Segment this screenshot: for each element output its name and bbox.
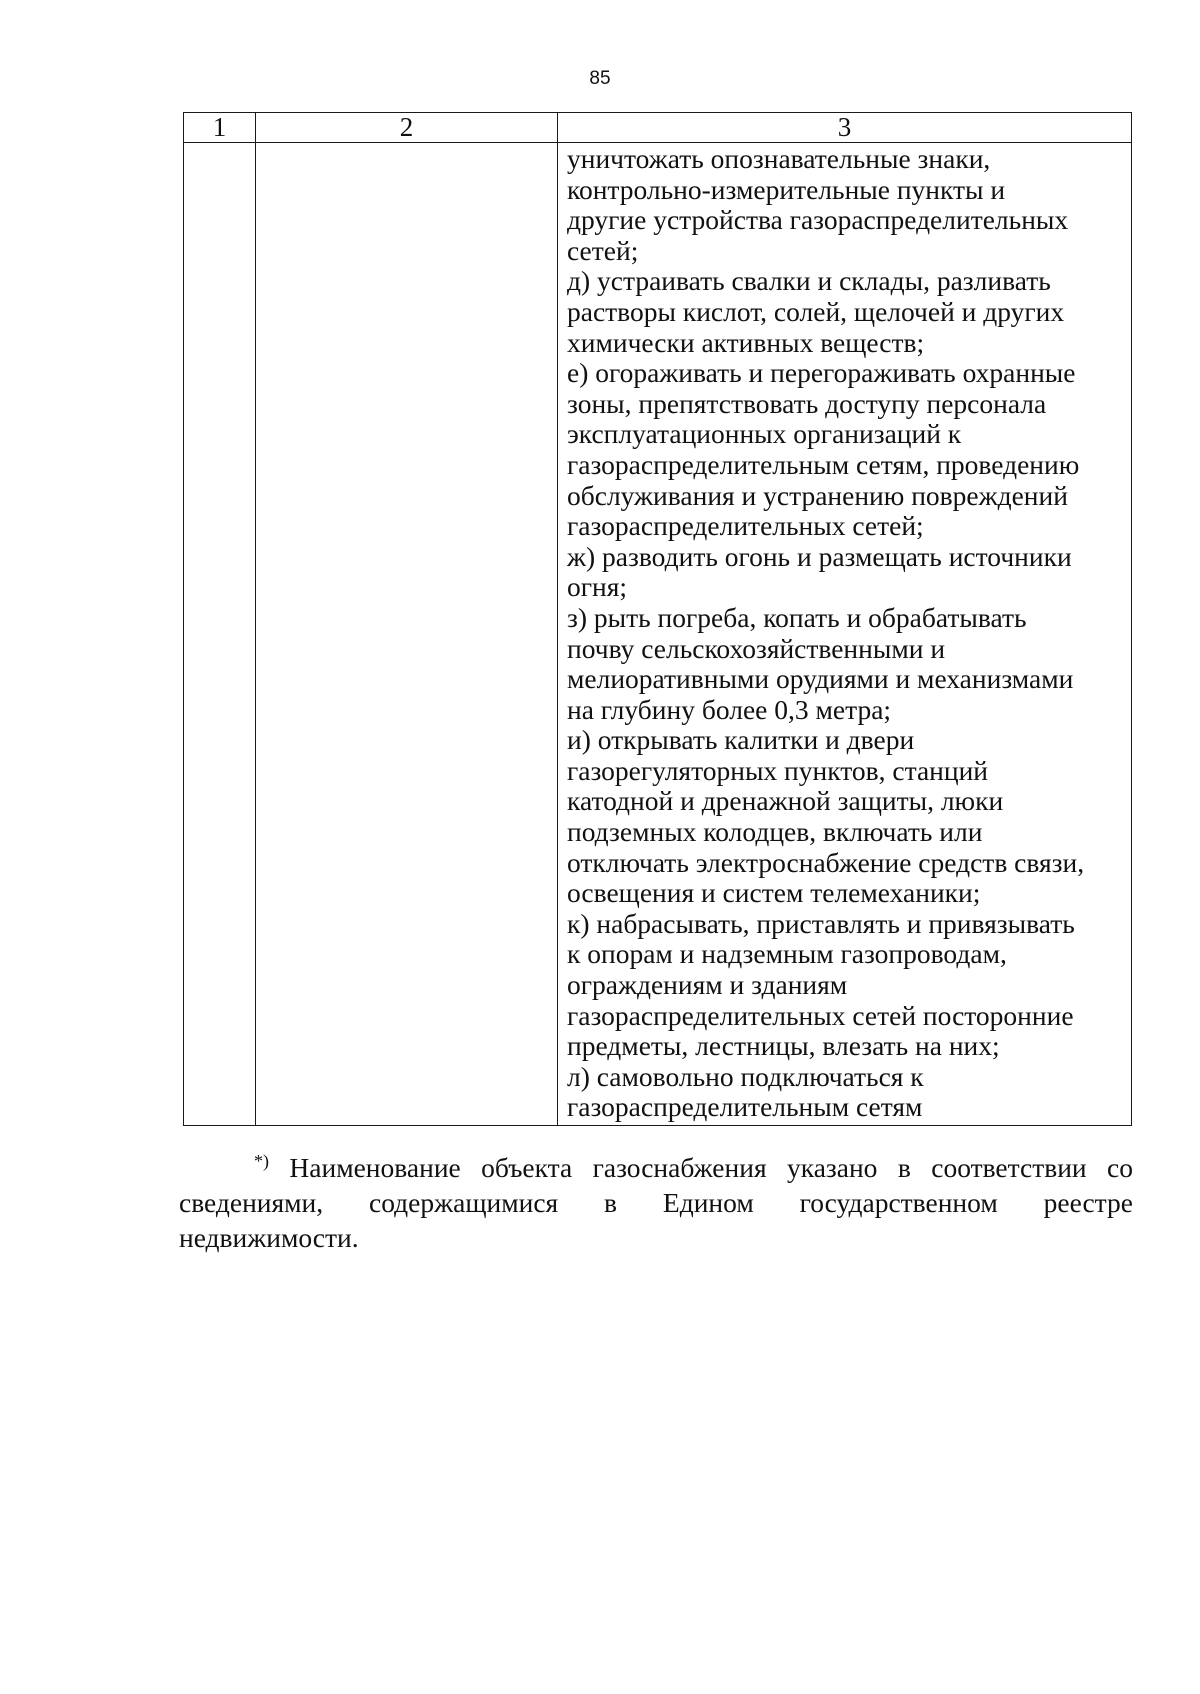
text-line: отключать электроснабжение средств связи, [567,846,1085,878]
text-line: з) рыть погреба, копать и обрабатывать [567,601,1027,633]
text-line: освещения и систем телемеханики; [567,877,981,909]
text-line: обслуживания и устранению повреждений [567,479,1068,511]
footnote-line-3: недвижимости. [179,1222,359,1253]
footnote-text-1: Наименование объекта газоснабжения указано в соответствии со [289,1152,1133,1183]
text-line: ограждениям и зданиям [567,969,848,1001]
footnote-line-2: сведениями, содержащимися в Едином государственном реестре [179,1187,1133,1218]
text-line: контрольно-измерительные пункты и [567,173,1006,205]
text-line: почву сельскохозяйственными и [567,632,946,664]
text-line: другие устройства газораспределительных [567,204,1069,236]
text-line: газораспределительных сетей; [567,510,924,542]
page-number: 85 [589,68,611,89]
text-line: зоны, препятствовать доступу персонала [567,387,1047,419]
restrictions-text [567,144,1125,1123]
text-line: и) открывать калитки и двери [567,724,915,756]
text-line: предметы, лестницы, влезать на них; [567,1030,1000,1062]
table-row [184,143,1132,1126]
text-line: катодной и дренажной защиты, люки [567,785,1004,817]
restrictions-table [183,112,1132,1126]
cell-col3 [558,143,1132,1126]
text-line: сетей; [567,234,639,266]
text-line: мелиоративными орудиями и механизмами [567,663,1074,695]
text-line: газорегуляторных пунктов, станций [567,754,989,786]
footnote [179,1150,1133,1255]
text-line: л) самовольно подключаться к [567,1060,924,1092]
cell-col1 [184,143,256,1126]
text-line: газораспределительным сетям, проведению [567,448,1080,480]
text-line: д) устраивать свалки и склады, разливать [567,265,1051,297]
footnote-marker: *) [254,1151,269,1171]
text-line: газораспределительным сетям [567,1091,923,1123]
table-header-row [184,113,1132,143]
text-line: химически активных веществ; [567,326,925,358]
column-header-1: 1 [184,113,256,143]
text-line: к опорам и надземным газопроводам, [567,938,1007,970]
column-header-3: 3 [558,113,1132,143]
text-line: растворы кислот, солей, щелочей и других [567,295,1065,327]
text-line: эксплуатационных организаций к [567,418,962,450]
text-line: е) огораживать и перегораживать охранные [567,357,1076,389]
column-header-2: 2 [256,113,558,143]
footnote-line-1 [179,1150,1133,1185]
text-line: уничтожать опознавательные знаки, [567,143,991,174]
text-line: газораспределительных сетей посторонние [567,999,1074,1031]
text-line: ж) разводить огонь и размещать источники [567,540,1072,572]
text-line: подземных колодцев, включать или [567,816,983,848]
cell-col2 [256,143,558,1126]
text-line: к) набрасывать, приставлять и привязывать [567,907,1075,939]
text-line: на глубину более 0,3 метра; [567,693,892,725]
text-line: огня; [567,571,628,603]
